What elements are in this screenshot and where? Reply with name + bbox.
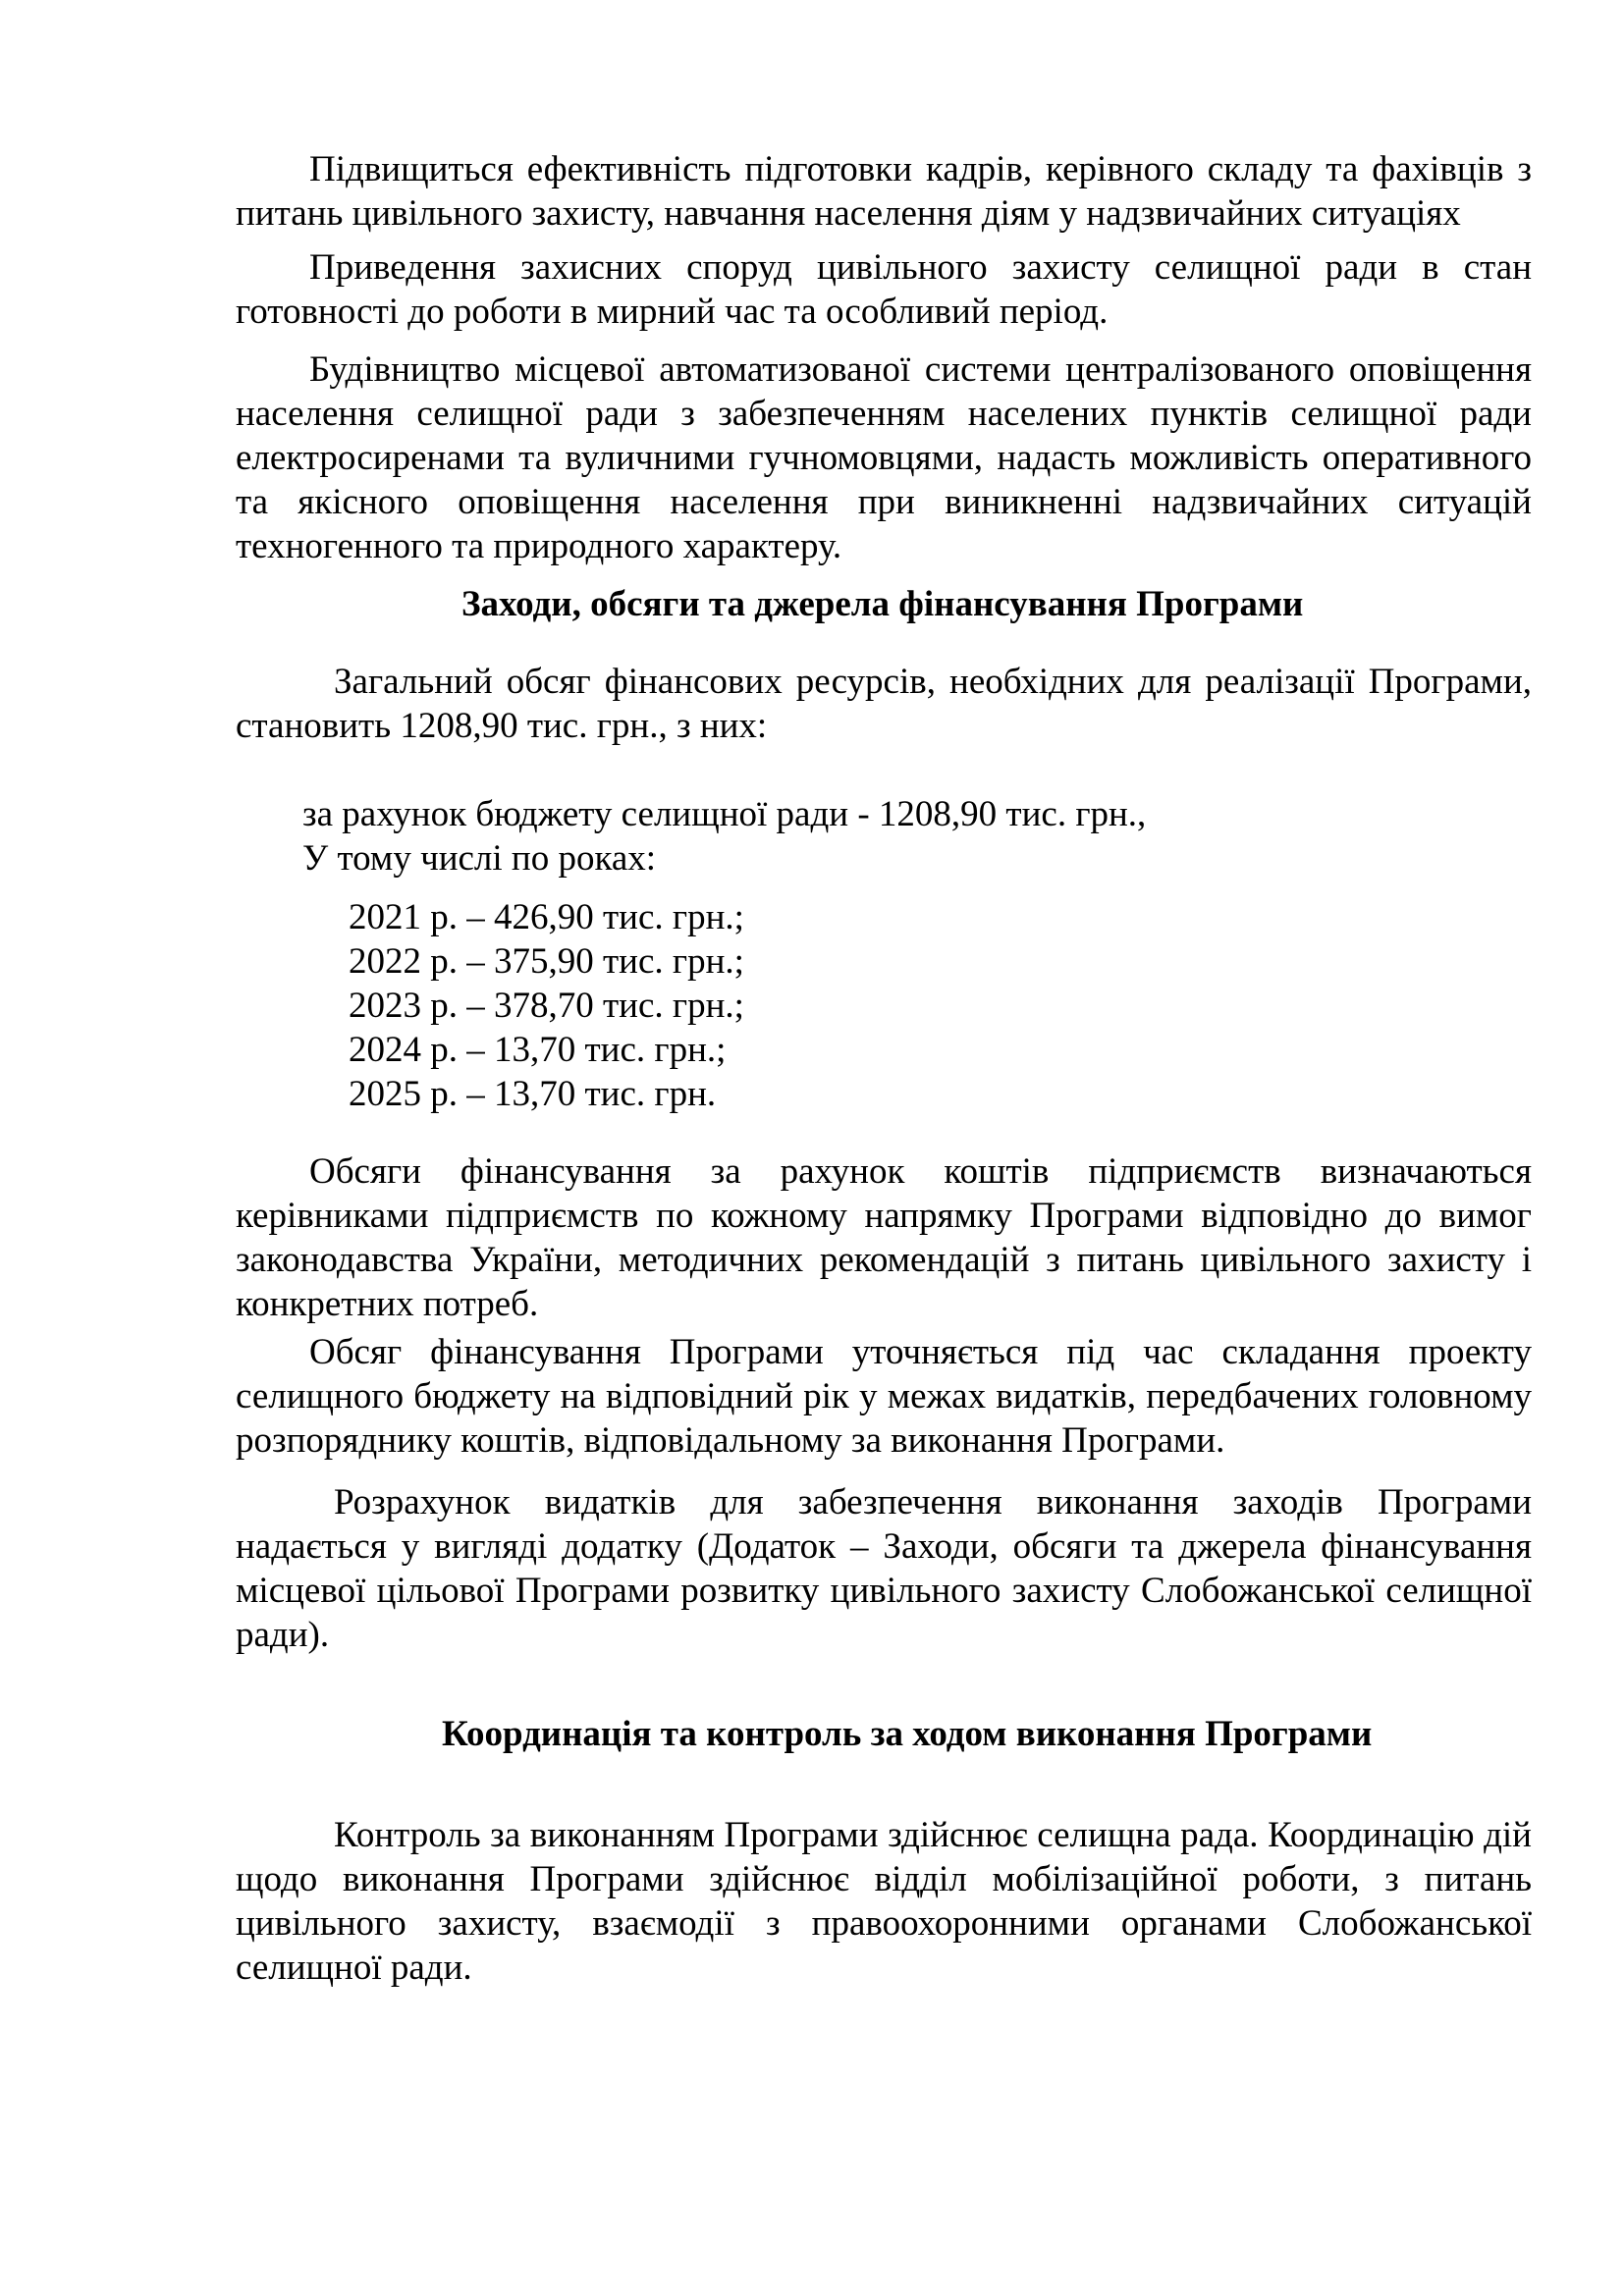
paragraph-calculation: Розрахунок видатків для забезпечення виконання заходів Програми надається у вигляді додатку (Додаток – Заходи, обсяги та джерела фінансування місцевої цільової Програми розвитку цивільного захисту Слобожанської селищної ради). xyxy=(236,1482,1532,1655)
years-list xyxy=(236,895,1532,1116)
paragraph-total-resources: Загальний обсяг фінансових ресурсів, необхідних для реалізації Програми, становить 1208,90 тис. грн., з них: xyxy=(236,662,1532,746)
heading-coordination: Координація та контроль за ходом виконання Програми xyxy=(442,1714,1373,1754)
list-item: 2022 р. – 375,90 тис. грн.; xyxy=(349,941,744,982)
list-item: 2025 р. – 13,70 тис. грн. xyxy=(349,1074,717,1114)
paragraph-shelters: Приведення захисних споруд цивільного захисту селищної ради в стан готовності до роботи в мирний час та особливий період. xyxy=(236,247,1532,332)
list-item: 2021 р. – 426,90 тис. грн.; xyxy=(349,897,744,937)
paragraph-refine: Обсяг фінансування Програми уточняється під час складання проекту селищного бюджету на відповідний рік у межах видатків, передбачених головному розпоряднику коштів, відповідальному за виконання Програми. xyxy=(236,1332,1532,1461)
heading-financing: Заходи, обсяги та джерела фінансування Програми xyxy=(461,584,1304,624)
list-item: 2023 р. – 378,70 тис. грн.; xyxy=(349,986,744,1026)
paragraph-alert-system: Будівництво місцевої автоматизованої системи централізованого оповіщення населення селищної ради з забезпеченням населених пунктів селищної ради електросиренами та вуличними гучномовцями, надасть можливість оперативного та якісного оповіщення населення при виникненні надзвичайних ситуацій техногенного та природного характеру. xyxy=(236,349,1532,566)
paragraph-enterprises: Обсяги фінансування за рахунок коштів підприємств визначаються керівниками підприємств по кожному напрямку Програми відповідно до вимог законодавства України, методичних рекомендацій з питань цивільного захисту і конкретних потреб. xyxy=(236,1151,1532,1324)
paragraph-training: Підвищиться ефективність підготовки кадрів, керівного складу та фахівців з питань цивільного захисту, навчання населення діям у надзвичайних ситуаціях xyxy=(236,149,1532,234)
document-page xyxy=(236,147,1532,1990)
budget-line: за рахунок бюджету селищної ради - 1208,90 тис. грн., xyxy=(302,794,1147,834)
by-years-label: У тому числі по роках: xyxy=(302,838,657,879)
paragraph-control: Контроль за виконанням Програми здійснює селищна рада. Координацію дій щодо виконання Програми здійснює відділ мобілізаційної роботи, з питань цивільного захисту, взаємодії з правоохоронними органами Слобожанської селищної ради. xyxy=(236,1815,1532,1988)
list-item: 2024 р. – 13,70 тис. грн.; xyxy=(349,1030,727,1070)
